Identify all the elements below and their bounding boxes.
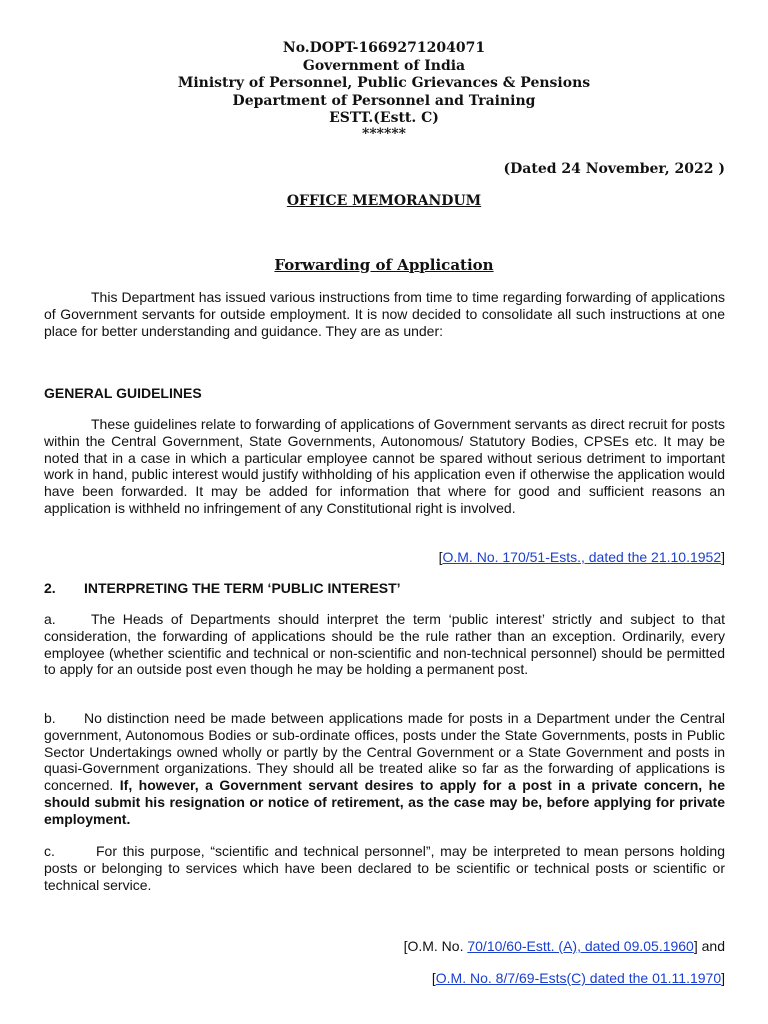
general-guidelines-paragraph: These guidelines relate to forwarding of applications of Government servants as direct recruit for posts within the Central Government, State Governments, Autonomous/ Statutory Bodies, CPSEs etc. It may be noted that in a case in which a particular employee cannot be spared without serious detriment to important work in hand, public interest would justify withholding of his application even if otherwise the application would have been forwarded. It may be added for information that where for good and sufficient reasons an application is withheld no infringement of any Constitutional right is involved. xyxy=(44,416,725,516)
reference-link-1970[interactable]: O.M. No. 8/7/69-Ests(C) dated the 01.11.1970 xyxy=(435,970,722,986)
reference-1952 xyxy=(439,549,725,565)
ministry-name: Ministry of Personnel, Public Grievances & Pensions xyxy=(177,75,591,91)
ref-bracket-open: [ xyxy=(438,549,443,565)
ref2-close: ] xyxy=(721,970,725,986)
section-2-heading xyxy=(44,580,401,596)
government-name: Government of India xyxy=(302,57,466,74)
ref1-open: [O.M. No. xyxy=(403,938,464,954)
paragraph-a-text: The Heads of Departments should interpret the term ‘public interest’ strictly and subject to that consideration, the forwarding of applications should be the rule rather than an exception. Ordinarily, every employee (whether scientific and technical or non-scientific and non-technical personnel) should be permitted to apply for an outside post even though he may be holding a permanent post. xyxy=(44,611,725,678)
ref2-open: [ xyxy=(431,970,436,986)
paragraph-b xyxy=(44,710,725,828)
memo-title: OFFICE MEMORANDUM xyxy=(286,193,482,209)
ref-bracket-close: ] xyxy=(721,549,725,565)
reference-1960 xyxy=(404,938,725,954)
subject-title: Forwarding of Application xyxy=(274,256,494,274)
reference-link-1952[interactable]: O.M. No. 170/51-Ests., dated the 21.10.1952 xyxy=(442,549,722,565)
header-stars: ****** xyxy=(362,125,406,142)
om-number: No.DOPT-1669271204071 xyxy=(282,40,486,56)
general-guidelines-heading: GENERAL GUIDELINES xyxy=(44,385,202,401)
ref1-close: ] and xyxy=(693,938,725,954)
date-line: (Dated 24 November, 2022 ) xyxy=(503,161,725,177)
reference-link-1960[interactable]: 70/10/60-Estt. (A), dated 09.05.1960 xyxy=(467,938,694,954)
paragraph-c xyxy=(44,843,725,893)
paragraph-c-text: For this purpose, “scientific and technical personnel”, may be interpreted to mean persons holding posts or belonging to services which have been declared to be scientific or technical posts or scientific or technical service. xyxy=(44,843,725,893)
section-2-number: 2. xyxy=(44,580,56,596)
intro-paragraph: This Department has issued various instructions from time to time regarding forwarding of applications of Government servants for outside employment. It is now decided to consolidate all such instructions at one place for better understanding and guidance. They are as under: xyxy=(44,289,725,339)
department-name: Department of Personnel and Training xyxy=(232,92,536,109)
paragraph-c-label: c. xyxy=(44,843,55,859)
section-name: ESTT.(Estt. C) xyxy=(329,110,439,126)
paragraph-b-label: b. xyxy=(44,710,56,726)
paragraph-a xyxy=(44,611,725,678)
paragraph-a-label: a. xyxy=(44,611,56,627)
reference-1970 xyxy=(432,970,725,986)
paragraph-b-bold-text: If, however, a Government servant desires to apply for a post in a private concern, he should submit his resignation or notice of retirement, as the case may be, before applying for private employment. xyxy=(44,777,725,827)
section-2-title: INTERPRETING THE TERM ‘PUBLIC INTEREST’ xyxy=(84,580,401,596)
paragraph-b-text: No distinction need be made between applications made for posts in a Department under the Central government, Autonomous Bodies or sub-ordinate offices, posts under the State Governments, posts in Public Sector Undertakings owned wholly or partly by the Central Government or a State Government and posts in quasi-Government organizations. They should all be treated alike so far as the forwarding of applications is concerned. xyxy=(44,710,725,794)
document-header xyxy=(0,40,768,140)
